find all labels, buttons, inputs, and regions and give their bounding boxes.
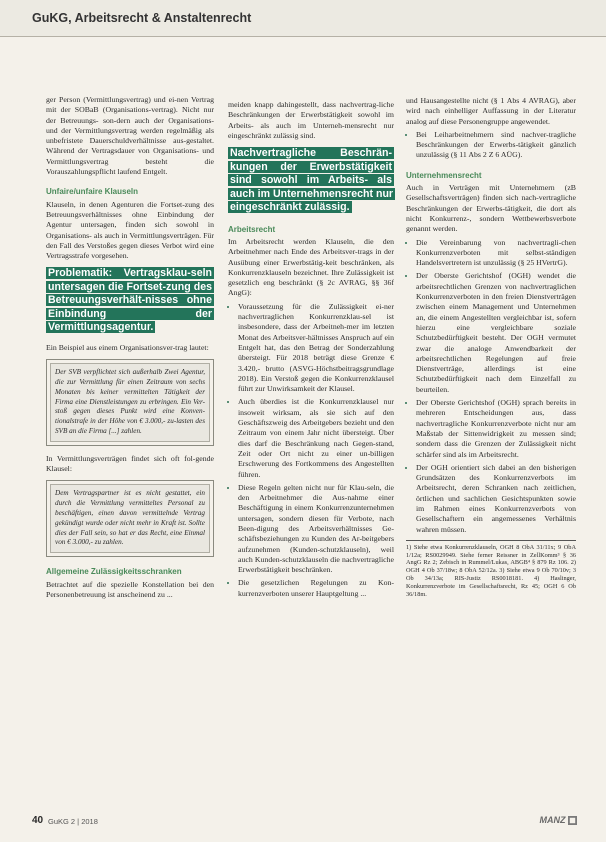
list-item: • Die gesetzlichen Regelungen zu Kon-kurrenzverboten unserer Hauptgeltung ...: [238, 578, 394, 599]
subheading: Arbeitsrecht: [228, 224, 276, 234]
section-title: GuKG, Arbeitsrecht & Anstaltenrecht: [32, 11, 252, 25]
list-item: • Bei Leiharbeitnehmern sind nachver-tragliche Beschränkungen der Erwerbs-tätigkeit gänzlich unzulässig (§ 11 Abs 2 Z 6 AÜG).: [416, 130, 576, 161]
list-item: • Der Oberste Gerichtshof (OGH) sprach bereits in mehreren Entscheidungen aus, dass nachvertragliche Konkurrenzverbote nicht nur am Maßstab der Sittenwidrigkeit zu messen sind; sondern dass die Grenzen der Zulässigkeit nicht schärfer sind als im Arbeitsrecht.: [416, 398, 576, 460]
paragraph: ger Person (Vermittlungsvertrag) und ei-nen Vertrag mit der SOBaB (Organisations-vertrag). Nicht nur der Betreuungs- son-dern auch der Organisations- und der Vermittlungsvertrag werden regelmäßig als unbefristete Dauerschuldverhältnisse aus-gestaltet. Während der Vertragsdauer von Organisations- und Vermittlungsvertrag besteht die Vorauszahlungspflicht laufend Entgelt.: [46, 95, 214, 177]
page-footer: [32, 815, 577, 829]
list-item: • Die Vereinbarung von nachvertragli-chen Konkurrenzverboten mit selbst-ständigen Handelsvertretern ist unzulässig (§ 25 HVertrG).: [416, 238, 576, 269]
page-header: [0, 0, 606, 37]
paragraph: Auch in Verträgen mit Unternehmern (zB Gesellschaftsverträgen) finden sich nach-vertragliche Beschränkungen der Erwerbs-tätigkeit, die dort als nicht Konkurrenz-, sondern Wettbewerbsverbote genannt werden.: [406, 183, 576, 234]
paragraph: Betrachtet auf die spezielle Konstellation bei den Personenbetreuung ist anscheinend zu ...: [46, 579, 214, 599]
bullet-list: [406, 238, 576, 535]
bullet-list: [228, 302, 394, 599]
subheading: Unfaire/unfaire Klauseln: [46, 187, 139, 197]
list-item: • Diese Regeln gelten nicht nur für Klau-seln, die den Arbeitnehmer die Aus-nahme einer Beschäftigung in einem Konkurrenzunternehmen untersagen, sondern diesen für Verbote, nach Been-digung des Arbeitsverhältnisses Ge-schäftsbeziehungen zu Kunden des Ar-beitgebers aufzunehmen (Kunden-schutzklauseln), weil auch Kunden-schutzklauseln die nachvertragliche Erwerbstätigkeit beschränken.: [238, 483, 394, 576]
pull-quote-text: Nachvertragliche Beschrän-kungen der Erwerbstätigkeit sind sowohl im Arbeits- als auch im Unternehmensrecht nur eingeschränkt zulässig.: [230, 147, 394, 214]
list-item: • Der Oberste Gerichtshof (OGH) wendet die arbeitsrechtlichen Grenzen von nachvertraglichen Konkurrenzverboten in den freien Dienstverträgen zwischen einem Management und Unternehmen an, die einem Angestellten vergleichbar ist, sofern hierzu eine vergleichbare soziale Schutzbedürftigkeit besteht. Der OGH vermutet zwar die analoge Anwendbarkeit der arbeitsrechtlichen Regelungen auf freie Dienstverträge, allerdings ist eine Schutzbedürftigkeit nach dem Einzelfall zu beurteilen.: [416, 271, 576, 395]
page-number: 40: [32, 815, 44, 826]
footnotes: 1) Siehe etwa Konkurrenzklauseln, OGH 8 ObA 31/11x; 9 ObA 1/12a; RS0029949. Siehe ferner Reissner in ZellKomm³ § 36 AngG Rz 2; Zebisch in Rummel/Lukas, ABGB⁴ § 879 Rz 106. 2) OGH 4 Ob 37/18w; 8 ObA 52/12a. 3) Siehe etwa 9 Ob 70/10v; 3 Ob 34/13a; RIS-Justiz RS0018181. 4) Haslinger, Konkurrenzverbote im Gesellschaftsrecht, Rz 45; OGH 6 Ob 36/18m.: [406, 540, 576, 599]
column-middle: [228, 100, 394, 602]
paragraph: Im Arbeitsrecht werden Klauseln, die den Arbeitnehmer nach Ende des Arbeitsver-trags in der Ausübung einer Erwerbstätig-keit beschränken, als Konkurrenzklauseln bezeichnet. Ihre Zulässigkeit ist gesetzlich eng beschränkt (§ 2c AVRAG, §§ 36f AngG):: [228, 236, 394, 298]
publisher-logo-text: MANZ: [539, 815, 566, 825]
publisher-mark-icon: [568, 816, 577, 825]
contract-clause-quote: Dem Vertragspartner ist es nicht gestattet, ein durch die Vermittlung vermitteltes Personal zu beschäftigen, einen davon vermittelnde Vertrag gekündigt wurde oder nicht mehr in Kraft ist. Sollte dies der Fall sein, so hat er das Recht, eine Einmal von € 3.000,- zu zahlen.: [46, 480, 214, 557]
paragraph: meiden knapp dahingestellt, dass nachvertrag-liche Beschränkungen der Erwerbstätigkeit sowohl im Arbeits- als auch im Unterneh-mensrecht nur eingeschränkt zulässig sind.: [228, 100, 394, 140]
pull-quote: [228, 147, 394, 215]
bullet-list: [406, 130, 576, 161]
contract-clause-quote: Der SVB verpflichtet sich außerhalb Zwei Agentur, die zur Vermittlung für einen Zeitraum von sechs Monaten bis keiner vermittelten Tätigkeit der Firma eine Dienstleistungen zu erbringen. Ein Ver-stoß gegen dieses Punkt wird eine Konven-tionalstrafe in der Höhe von € 3.000,- zu-lasten des SVB an die Firma [...] zahlen.: [46, 359, 214, 446]
list-item: • Auch überdies ist die Konkurrenzklausel nur insoweit wirksam, als sie sich auf den Geschäftszweig des Arbeitgebers bezieht und den Zeitraum von einem Jahr nicht übersteigt. Über dies darf die Beschränkung nach Gegen-stand, Zeit oder Ort nicht zu einer un-billigen Erschwerung des Fortkommens des Angestellten führen.: [238, 397, 394, 479]
paragraph: Ein Beispiel aus einem Organisationsver-trag lautet:: [46, 342, 209, 352]
subheading: Unternehmensrecht: [406, 170, 482, 180]
pull-quote: [46, 267, 214, 335]
list-item: • Der OGH orientiert sich dabei an den bisherigen Grundsätzen des Konkurrenzverbots im Arbeitsrecht, deren Schranken nach zeitlichen, örtlichen und sachlichen Gesichtspunkten sowie im Rahmen eines Konkurrenzverbots von Gesellschaftern ein angemessenes Verhältnis wahren müssen.: [416, 463, 576, 535]
column-right: [406, 96, 576, 598]
paragraph: In Vermittlungsverträgen findet sich oft fol-gende Klausel:: [46, 453, 214, 474]
list-item: • Voraussetzung für die Zulässigkeit ei-ner nachvertraglichen Konkurrenzklau-sel ist insbesondere, dass der Arbeitneh-mer im letzten Monat des Arbeitsver-hältnisses Anspruch auf ein Entgelt hat, das den Betrag der Sonderzahlung übersteigt. Für 2018 beträgt diese Grenze € 3.420,- brutto (ASVG-Höchstbeitragsgrundlage 2018). Ein Verstoß gegen die Konkurrenzklausel führt zur Unwirksamkeit der Klausel.: [238, 302, 394, 395]
subheading: Allgemeine Zulässigkeitsschranken: [46, 567, 182, 577]
publisher-logo: [539, 815, 577, 825]
paragraph: Klauseln, in denen Agenturen die Fortset-zung des Betreuungsverhältnisses ohne Einbindung der Agentur untersagen, finden sich sowohl in Organisations- als auch in Vermittlungsverträgen. Für den Fall des Verstoßes gegen dieses Verbot wird eine Vertragsstrafe vorgesehen.: [46, 199, 214, 261]
column-left: [46, 95, 214, 603]
paragraph: und Hausangestellte nicht (§ 1 Abs 4 AVRAG), aber wird nach einhelliger Auffassung in der Literatur analog auf diese Personengruppe angewendet.: [406, 96, 576, 126]
pull-quote-text: Problematik: Vertragsklau-seln untersagen die Fortset-zung des Betreuungsverhält-nisses ohne Einbindung der Vermittlungsagentur.: [48, 267, 212, 334]
issue-label: GuKG 2 | 2018: [48, 817, 98, 826]
